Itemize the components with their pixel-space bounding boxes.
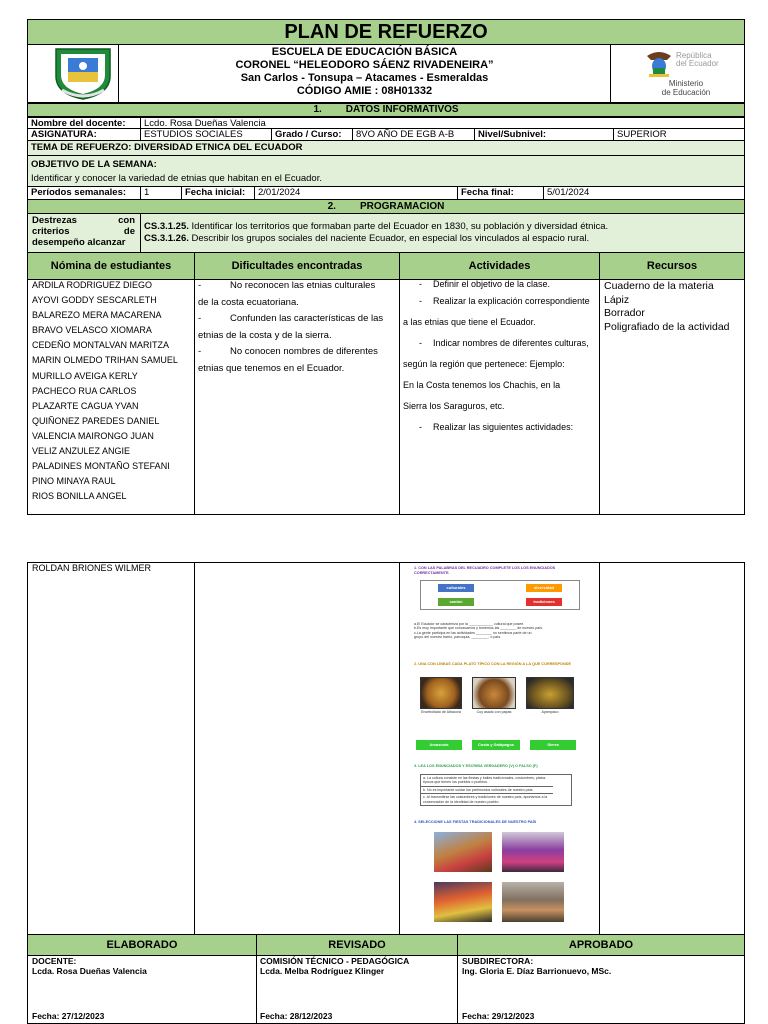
list-item: AYOVI GODDY SESCARLETH bbox=[32, 295, 157, 306]
periodos-label: Períodos semanales: bbox=[27, 186, 141, 200]
worksheet-sentence: a.El Ecuador se caracteriza por la ____________ cultural que posee. bbox=[414, 622, 525, 626]
worksheet-sentence: grupo del nuestro barrio, parroquia, ________ , o país. bbox=[414, 635, 502, 640]
list-item: RIOS BONILLA ANGEL bbox=[32, 491, 127, 502]
resources-col-2 bbox=[599, 562, 745, 935]
worksheet-q2: 2. UNA CON LÍNEAS CADA PLATO TÍPICO CON LA REGIÓN A LA QUE CORRESPONDE bbox=[414, 662, 572, 666]
activity-item-cont: a las etnias que tiene el Ecuador. bbox=[403, 317, 536, 327]
list-item: Cuaderno de la materia bbox=[604, 280, 714, 292]
dish-label: Ayampaco bbox=[541, 710, 559, 714]
dish-label: Encebollado de Albacora bbox=[421, 710, 461, 714]
docente-role: DOCENTE: bbox=[32, 956, 77, 966]
fecha-inicial-label: Fecha inicial: bbox=[181, 186, 255, 200]
list-item: PLAZARTE CAGUA YVAN bbox=[32, 400, 139, 411]
word-tag: diversidad bbox=[526, 584, 562, 592]
worksheet-sentence: b.Es muy importante que conozcamos y tomemos las ________ de nuestro país. bbox=[414, 626, 544, 631]
list-item: VELIZ ANZULEZ ANGIE bbox=[32, 446, 131, 457]
student-list bbox=[28, 278, 194, 504]
list-item: QUIÑONEZ PAREDES DANIEL bbox=[32, 415, 160, 426]
col-header-activities: Actividades bbox=[399, 252, 600, 280]
activity-item: - Realizar la explicación correspondiente bbox=[419, 296, 590, 306]
ministry-republica: República bbox=[676, 51, 712, 60]
ministry-ecuador: del Ecuador bbox=[676, 59, 719, 68]
docente-value: Lcdo. Rosa Dueñas Valencia bbox=[140, 117, 745, 129]
tema-refuerzo: TEMA DE REFUERZO: DIVERSIDAD ETNICA DEL ECUADOR bbox=[27, 140, 745, 156]
worksheet-q4: 4. SELECCIONE LAS FIESTAS TRADICIONALES DE NUESTRO PAÍS bbox=[414, 820, 537, 824]
worksheet-q3: 3. LEA LOS ENUNCIADOS Y ESCRIBA VERDADERO (V) O FALSO (F) bbox=[414, 764, 538, 768]
worksheet-q1: 1. CON LAS PALABRAS DEL RECUADRO COMPLETE LOS LOS ENUNCIADOS CORRECTAMENTE. bbox=[414, 566, 556, 575]
section-label: PROGRAMACION bbox=[359, 201, 445, 212]
destreza-1: CS.3.1.25. Identificar los territorios que formaban parte del Ecuador en 1830, su población y diversidad étnica. bbox=[144, 221, 609, 232]
section-num: 1. bbox=[313, 104, 322, 115]
dish-photo bbox=[420, 677, 462, 709]
docente-name: Lcda. Rosa Dueñas Valencia bbox=[32, 966, 147, 976]
comision-name: Lcda. Melba Rodríguez Klinger bbox=[260, 966, 385, 976]
page-title: PLAN DE REFUERZO bbox=[27, 19, 745, 45]
school-name-2: CORONEL “HELEODORO SÁENZ RIVADENEIRA” bbox=[235, 59, 494, 71]
resources-list bbox=[604, 280, 744, 334]
grado-value: 8VO AÑO DE EGB A-B bbox=[352, 128, 475, 141]
tf-item: b. No es importante cuidar los patrimonios culturales de nuestro país. bbox=[421, 787, 553, 794]
school-info bbox=[119, 46, 610, 98]
fecha-inicial-value: 2/01/2024 bbox=[254, 186, 458, 200]
activity-item: - Indicar nombres de diferentes culturas, bbox=[419, 338, 589, 348]
col-header-students: Nómina de estudiantes bbox=[27, 252, 195, 280]
section-label: DATOS INFORMATIVOS bbox=[345, 104, 459, 115]
activity-item: - Definir el objetivo de la clase. bbox=[419, 279, 551, 289]
school-location: San Carlos - Tonsupa – Atacames - Esmeraldas bbox=[240, 72, 489, 84]
word-tag: culturales bbox=[438, 584, 474, 592]
fecha-final-value: 5/01/2024 bbox=[543, 186, 745, 200]
list-item: PACHECO RUA CARLOS bbox=[32, 385, 137, 396]
list-item: PINO MINAYA RAUL bbox=[32, 476, 116, 487]
difficulty-item: - No conocen nombres de diferentes bbox=[198, 346, 378, 357]
difficulties-col-2 bbox=[194, 562, 400, 935]
asignatura-value: ESTUDIOS SOCIALES bbox=[140, 128, 272, 141]
school-name: ESCUELA DE EDUCACIÓN BÁSICA bbox=[271, 46, 458, 58]
nivel-value: SUPERIOR bbox=[613, 128, 745, 141]
difficulty-item: - Confunden las características de las bbox=[198, 313, 384, 324]
fecha-aprobado: Fecha: 29/12/2023 bbox=[462, 1011, 535, 1021]
objetivo-label: OBJETIVO DE LA SEMANA: bbox=[31, 159, 157, 170]
list-item: CEDEÑO MONTALVAN MARITZA bbox=[32, 340, 170, 351]
periodos-value: 1 bbox=[140, 186, 182, 200]
section-programacion bbox=[27, 199, 745, 214]
subdirectora-name: Ing. Gloria E. Díaz Barrionuevo, MSc. bbox=[462, 966, 612, 976]
school-logo bbox=[48, 46, 118, 101]
dish-label: Cuy asado con papas bbox=[476, 710, 512, 714]
activities-list bbox=[403, 278, 597, 438]
region-tag: Amazonía bbox=[416, 740, 462, 750]
ministry-logo bbox=[636, 50, 736, 98]
difficulty-item-cont: etnias de la costa y de la sierra. bbox=[198, 329, 332, 341]
list-item: MARIN OLMEDO TRIHAN SAMUEL bbox=[32, 355, 178, 366]
ministry-educacion: de Educación bbox=[661, 87, 711, 97]
festival-photo bbox=[434, 882, 492, 922]
list-item: PALADINES MONTAÑO STEFANI bbox=[32, 461, 170, 472]
school-code: CÓDIGO AMIE : 08H01332 bbox=[296, 85, 433, 97]
list-item: ARDILA RODRIGUEZ DIEGO bbox=[32, 280, 153, 290]
word-tag: tradiciones bbox=[526, 598, 562, 606]
list-item: BALAREZO MERA MACARENA bbox=[32, 310, 162, 321]
comision-role: COMISIÓN TÉCNICO - PEDAGÓGICA bbox=[260, 956, 410, 966]
festival-photo bbox=[434, 832, 492, 872]
objetivo-text: Identificar y conocer la variedad de etnias que habitan en el Ecuador. bbox=[31, 173, 322, 184]
dish-photo bbox=[526, 677, 574, 709]
nivel-label: Nivel/Subnivel: bbox=[474, 128, 614, 141]
difficulty-item-cont: de la costa ecuatoriana. bbox=[198, 296, 299, 308]
destreza-2: CS.3.1.26. Describir los grupos sociales del naciente Ecuador, en especial los vinculados al espacio rural. bbox=[144, 233, 590, 244]
list-item: VALENCIA MAIRONGO JUAN bbox=[32, 430, 154, 441]
dish-photo bbox=[472, 677, 516, 709]
destrezas-label: Destrezas con criterios de desempeño alcanzar bbox=[32, 215, 135, 248]
fecha-revisado: Fecha: 28/12/2023 bbox=[260, 1011, 333, 1021]
list-item: BRAVO VELASCO XIOMARA bbox=[32, 325, 152, 336]
footer-elaborado: ELABORADO bbox=[27, 934, 257, 956]
students-col-2 bbox=[27, 562, 195, 935]
festival-photo bbox=[502, 882, 564, 922]
region-tag: Sierra bbox=[530, 740, 576, 750]
section-num: 2. bbox=[327, 201, 336, 212]
fecha-final-label: Fecha final: bbox=[457, 186, 544, 200]
coat-of-arms-icon bbox=[644, 50, 674, 78]
footer-revisado: REVISADO bbox=[256, 934, 458, 956]
worksheet-sentence: c.La gente participa en las actividades ________ no sentimos parte de un bbox=[414, 630, 532, 635]
footer-aprobado: APROBADO bbox=[457, 934, 745, 956]
difficulty-item-cont: etnias que tenemos en el Ecuador. bbox=[198, 362, 345, 374]
asignatura-label: ASIGNATURA: bbox=[27, 128, 141, 141]
activity-item-cont: En la Costa tenemos los Chachis, en la bbox=[403, 380, 561, 390]
list-item: ROLDAN BRIONES WILMER bbox=[32, 563, 152, 573]
list-item: MURILLO AVEIGA KERLY bbox=[32, 370, 138, 381]
difficulties-list bbox=[198, 278, 396, 377]
activity-item-cont: Sierra los Saraguros, etc. bbox=[403, 401, 505, 411]
tf-item: a. La cultura consiste en las fiestas y bailes tradicionales, costumbres, platos típicos que tienen los pueblos o pueblos. bbox=[421, 775, 553, 787]
list-item: Borrador bbox=[604, 307, 645, 319]
festival-photo bbox=[502, 832, 564, 872]
list-item: Poligrafiado de la actividad bbox=[604, 320, 730, 333]
docente-label: Nombre del docente: bbox=[27, 117, 141, 129]
list-item: Lápiz bbox=[604, 293, 630, 306]
section-datos bbox=[27, 103, 745, 117]
worksheet-image bbox=[410, 564, 590, 930]
activity-item: - Realizar las siguientes actividades: bbox=[419, 422, 574, 432]
col-header-difficulties: Dificultades encontradas bbox=[194, 252, 400, 280]
fecha-elaborado: Fecha: 27/12/2023 bbox=[32, 1011, 105, 1021]
region-tag: Costa y Galápagos bbox=[472, 740, 520, 750]
ministry-ministerio: Ministerio bbox=[668, 79, 704, 88]
subdirectora-role: SUBDIRECTORA: bbox=[462, 956, 534, 966]
col-header-resources: Recursos bbox=[599, 252, 745, 280]
activity-item-cont: según la región que pertenece: Ejemplo: bbox=[403, 359, 565, 369]
word-tag: cantón bbox=[438, 598, 474, 606]
difficulty-item: - No reconocen las etnias culturales bbox=[198, 280, 376, 291]
grado-label: Grado / Curso: bbox=[271, 128, 353, 141]
tf-item: c. Al transmitirse las costumbres y tradiciones de nuestro país, aportamos a la conservación de la identidad de nuestro pueblo. bbox=[423, 795, 548, 804]
